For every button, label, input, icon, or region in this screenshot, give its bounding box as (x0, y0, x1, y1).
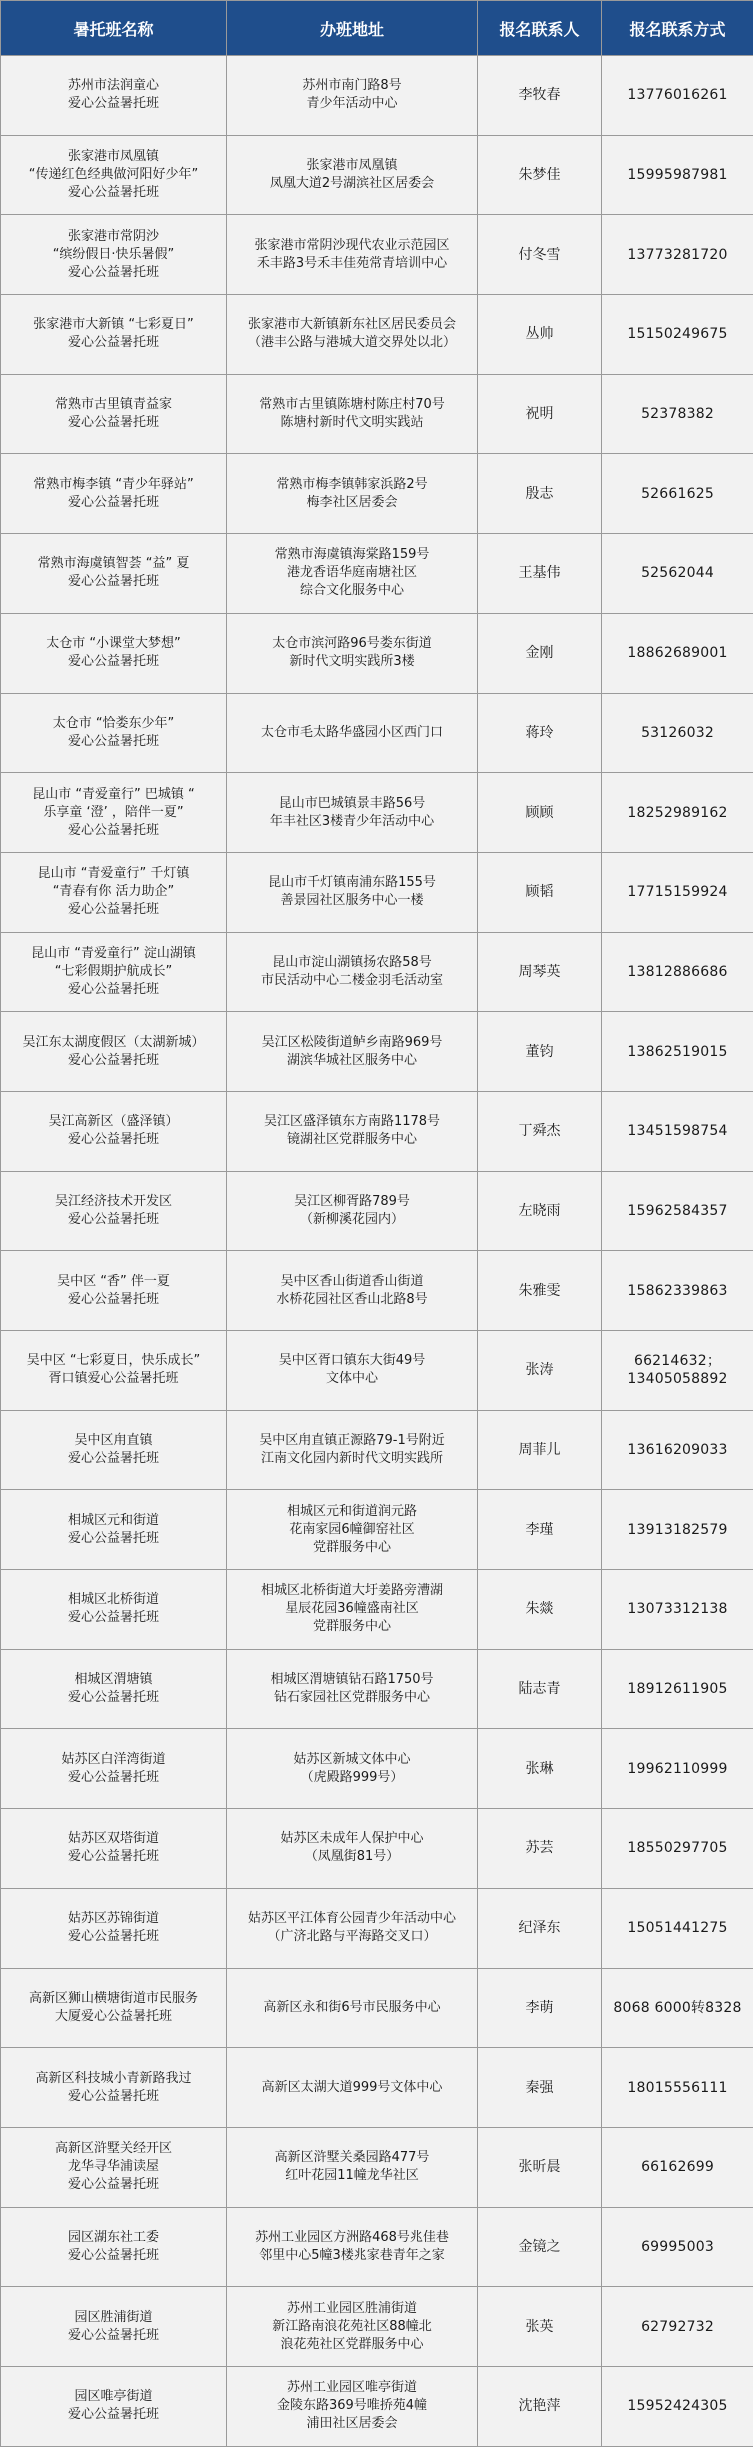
table-row (1, 2287, 753, 2367)
cell-contact: 张涛 (478, 1331, 602, 1411)
cell-phone: 19962110999 (602, 1729, 753, 1809)
cell-contact: 沈艳萍 (478, 2366, 602, 2446)
table-row (1, 1091, 753, 1171)
cell-camp-name: 高新区浒墅关经开区 龙华寻华浦读屋 爱心公益暑托班 (1, 2127, 227, 2207)
cell-address: 吴中区香山街道香山街道 水桥花园社区香山北路8号 (227, 1251, 478, 1331)
cell-phone: 52378382 (602, 374, 753, 454)
cell-address: 太仓市毛太路华盛园小区西门口 (227, 693, 478, 773)
cell-contact: 秦强 (478, 2048, 602, 2128)
cell-contact: 苏芸 (478, 1809, 602, 1889)
table-row (1, 295, 753, 375)
cell-contact: 王基伟 (478, 534, 602, 614)
cell-camp-name: 吴中区 “七彩夏日，快乐成长” 胥口镇爱心公益暑托班 (1, 1331, 227, 1411)
cell-phone: 52562044 (602, 534, 753, 614)
cell-address: 吴江区柳胥路789号 （新柳溪花园内） (227, 1171, 478, 1251)
cell-phone: 62792732 (602, 2287, 753, 2367)
cell-address: 吴中区甪直镇正源路79-1号附近 江南文化园内新时代文明实践所 (227, 1410, 478, 1490)
cell-address: 张家港市大新镇新东社区居民委员会 （港丰公路与港城大道交界处以北） (227, 295, 478, 375)
cell-contact: 张英 (478, 2287, 602, 2367)
cell-phone: 13812886686 (602, 932, 753, 1012)
cell-camp-name: 昆山市 “青爱童行” 巴城镇 “ 乐享童 ‘澄’ ，陪伴一夏” 爱心公益暑托班 (1, 773, 227, 853)
cell-camp-name: 吴江经济技术开发区 爱心公益暑托班 (1, 1171, 227, 1251)
table-row (1, 1809, 753, 1889)
cell-address: 张家港市常阴沙现代农业示范园区 禾丰路3号禾丰佳苑常青培训中心 (227, 215, 478, 295)
cell-camp-name: 张家港市大新镇 “七彩夏日” 爱心公益暑托班 (1, 295, 227, 375)
cell-contact: 张琳 (478, 1729, 602, 1809)
table-row (1, 1888, 753, 1968)
cell-phone: 15150249675 (602, 295, 753, 375)
table-row (1, 1729, 753, 1809)
table-row (1, 1490, 753, 1570)
cell-contact: 金镜之 (478, 2207, 602, 2287)
cell-phone: 13862519015 (602, 1012, 753, 1092)
header-name: 暑托班名称 (1, 1, 227, 56)
cell-contact: 纪泽东 (478, 1888, 602, 1968)
cell-phone: 18252989162 (602, 773, 753, 853)
cell-phone: 8068 6000转8328 (602, 1968, 753, 2048)
cell-phone: 18912611905 (602, 1649, 753, 1729)
cell-address: 高新区太湖大道999号文体中心 (227, 2048, 478, 2128)
cell-camp-name: 高新区狮山横塘街道市民服务 大厦爱心公益暑托班 (1, 1968, 227, 2048)
cell-camp-name: 常熟市梅李镇 “青少年驿站” 爱心公益暑托班 (1, 454, 227, 534)
cell-camp-name: 太仓市 “恰娄东少年” 爱心公益暑托班 (1, 693, 227, 773)
cell-contact: 蒋玲 (478, 693, 602, 773)
cell-phone: 18015556111 (602, 2048, 753, 2128)
cell-phone: 15862339863 (602, 1251, 753, 1331)
cell-address: 相城区北桥街道大圩姜路旁漕湖 星辰花园36幢盛南社区 党群服务中心 (227, 1570, 478, 1650)
cell-address: 姑苏区未成年人保护中心 （凤凰街81号） (227, 1809, 478, 1889)
cell-contact: 周琴英 (478, 932, 602, 1012)
cell-address: 昆山市巴城镇景丰路56号 年丰社区3楼青少年活动中心 (227, 773, 478, 853)
cell-phone: 66214632； 13405058892 (602, 1331, 753, 1411)
header-row (1, 1, 753, 56)
table-row (1, 1331, 753, 1411)
table-row (1, 1649, 753, 1729)
cell-camp-name: 相城区北桥街道 爱心公益暑托班 (1, 1570, 227, 1650)
table-row (1, 374, 753, 454)
cell-camp-name: 相城区渭塘镇 爱心公益暑托班 (1, 1649, 227, 1729)
cell-address: 张家港市凤凰镇 凤凰大道2号湖滨社区居委会 (227, 135, 478, 215)
cell-address: 苏州工业园区唯亭街道 金陵东路369号唯挢苑4幢 浦田社区居委会 (227, 2366, 478, 2446)
cell-phone: 13451598754 (602, 1091, 753, 1171)
cell-phone: 15995987981 (602, 135, 753, 215)
cell-address: 昆山市淀山湖镇扬农路58号 市民活动中心二楼金羽毛活动室 (227, 932, 478, 1012)
cell-camp-name: 太仓市 “小课堂大梦想” 爱心公益暑托班 (1, 613, 227, 693)
cell-camp-name: 张家港市常阴沙 “缤纷假日·快乐暑假” 爱心公益暑托班 (1, 215, 227, 295)
table-row (1, 1570, 753, 1650)
table-row (1, 2048, 753, 2128)
cell-camp-name: 园区湖东社工委 爱心公益暑托班 (1, 2207, 227, 2287)
cell-phone: 17715159924 (602, 852, 753, 932)
table-row (1, 454, 753, 534)
table-row (1, 1968, 753, 2048)
table-row (1, 215, 753, 295)
cell-address: 常熟市古里镇陈塘村陈庄村70号 陈塘村新时代文明实践站 (227, 374, 478, 454)
cell-camp-name: 姑苏区双塔街道 爱心公益暑托班 (1, 1809, 227, 1889)
cell-address: 苏州市南门路8号 青少年活动中心 (227, 56, 478, 136)
header-address: 办班地址 (227, 1, 478, 56)
cell-camp-name: 吴江高新区（盛泽镇） 爱心公益暑托班 (1, 1091, 227, 1171)
table-row (1, 932, 753, 1012)
cell-phone: 52661625 (602, 454, 753, 534)
cell-contact: 张昕晨 (478, 2127, 602, 2207)
cell-address: 相城区元和街道润元路 花南家园6幢御窑社区 党群服务中心 (227, 1490, 478, 1570)
cell-camp-name: 相城区元和街道 爱心公益暑托班 (1, 1490, 227, 1570)
cell-address: 高新区浒墅关桑园路477号 红叶花园11幢龙华社区 (227, 2127, 478, 2207)
cell-phone: 13776016261 (602, 56, 753, 136)
cell-contact: 顾韬 (478, 852, 602, 932)
table-row (1, 2366, 753, 2446)
cell-contact: 左晓雨 (478, 1171, 602, 1251)
cell-contact: 顾顾 (478, 773, 602, 853)
cell-contact: 李牧春 (478, 56, 602, 136)
cell-phone: 15952424305 (602, 2366, 753, 2446)
cell-phone: 18862689001 (602, 613, 753, 693)
cell-contact: 陆志青 (478, 1649, 602, 1729)
cell-contact: 董钧 (478, 1012, 602, 1092)
cell-camp-name: 昆山市 “青爱童行” 淀山湖镇 “七彩假期护航成长” 爱心公益暑托班 (1, 932, 227, 1012)
cell-address: 常熟市梅李镇韩家浜路2号 梅李社区居委会 (227, 454, 478, 534)
cell-address: 姑苏区新城文体中心 （虎殿路999号） (227, 1729, 478, 1809)
cell-address: 太仓市滨河路96号娄东街道 新时代文明实践所3楼 (227, 613, 478, 693)
cell-camp-name: 吴江东太湖度假区（太湖新城） 爱心公益暑托班 (1, 1012, 227, 1092)
cell-phone: 13616209033 (602, 1410, 753, 1490)
cell-address: 吴江区松陵街道鲈乡南路969号 湖滨华城社区服务中心 (227, 1012, 478, 1092)
cell-contact: 朱雅雯 (478, 1251, 602, 1331)
cell-phone: 15051441275 (602, 1888, 753, 1968)
cell-phone: 13773281720 (602, 215, 753, 295)
table-row (1, 56, 753, 136)
cell-contact: 丁舜杰 (478, 1091, 602, 1171)
cell-camp-name: 张家港市凤凰镇 “传递红色经典做河阳好少年” 爱心公益暑托班 (1, 135, 227, 215)
cell-contact: 周菲儿 (478, 1410, 602, 1490)
cell-contact: 付冬雪 (478, 215, 602, 295)
cell-camp-name: 常熟市古里镇青益家 爱心公益暑托班 (1, 374, 227, 454)
cell-phone: 66162699 (602, 2127, 753, 2207)
cell-phone: 69995003 (602, 2207, 753, 2287)
header-phone: 报名联系方式 (602, 1, 753, 56)
cell-camp-name: 吴中区 “香” 伴一夏 爱心公益暑托班 (1, 1251, 227, 1331)
cell-contact: 李萌 (478, 1968, 602, 2048)
cell-contact: 李瑾 (478, 1490, 602, 1570)
table-row (1, 852, 753, 932)
cell-address: 相城区渭塘镇钻石路1750号 钻石家园社区党群服务中心 (227, 1649, 478, 1729)
cell-address: 苏州工业园区方洲路468号兆佳巷 邻里中心5幢3楼兆家巷青年之家 (227, 2207, 478, 2287)
table-row (1, 1171, 753, 1251)
cell-phone: 13913182579 (602, 1490, 753, 1570)
table-row (1, 2207, 753, 2287)
cell-contact: 朱燚 (478, 1570, 602, 1650)
cell-phone: 53126032 (602, 693, 753, 773)
table-row (1, 2127, 753, 2207)
cell-phone: 15962584357 (602, 1171, 753, 1251)
cell-address: 苏州工业园区胜浦街道 新江路南浪花苑社区88幢北 浪花苑社区党群服务中心 (227, 2287, 478, 2367)
cell-camp-name: 昆山市 “青爱童行” 千灯镇 “青春有你 活力助企” 爱心公益暑托班 (1, 852, 227, 932)
cell-address: 吴江区盛泽镇东方南路1178号 镜湖社区党群服务中心 (227, 1091, 478, 1171)
cell-phone: 13073312138 (602, 1570, 753, 1650)
cell-phone: 18550297705 (602, 1809, 753, 1889)
cell-address: 昆山市千灯镇南浦东路155号 善景园社区服务中心一楼 (227, 852, 478, 932)
header-contact: 报名联系人 (478, 1, 602, 56)
table-row (1, 1012, 753, 1092)
cell-camp-name: 高新区科技城小青新路我过 爱心公益暑托班 (1, 2048, 227, 2128)
table-row (1, 534, 753, 614)
cell-address: 姑苏区平江体育公园青少年活动中心 （广济北路与平海路交叉口） (227, 1888, 478, 1968)
table-row (1, 1410, 753, 1490)
cell-contact: 朱梦佳 (478, 135, 602, 215)
cell-camp-name: 姑苏区苏锦街道 爱心公益暑托班 (1, 1888, 227, 1968)
cell-camp-name: 吴中区甪直镇 爱心公益暑托班 (1, 1410, 227, 1490)
table-row (1, 773, 753, 853)
table-row (1, 1251, 753, 1331)
table-row (1, 693, 753, 773)
cell-address: 高新区永和街6号市民服务中心 (227, 1968, 478, 2048)
cell-address: 吴中区胥口镇东大街49号 文体中心 (227, 1331, 478, 1411)
table-row (1, 613, 753, 693)
table-row (1, 135, 753, 215)
cell-contact: 金刚 (478, 613, 602, 693)
cell-camp-name: 园区唯亭街道 爱心公益暑托班 (1, 2366, 227, 2446)
cell-contact: 丛帅 (478, 295, 602, 375)
cell-camp-name: 园区胜浦街道 爱心公益暑托班 (1, 2287, 227, 2367)
cell-camp-name: 常熟市海虞镇智荟 “益” 夏 爱心公益暑托班 (1, 534, 227, 614)
cell-camp-name: 姑苏区白洋湾街道 爱心公益暑托班 (1, 1729, 227, 1809)
cell-address: 常熟市海虞镇海棠路159号 港龙香语华庭南塘社区 综合文化服务中心 (227, 534, 478, 614)
cell-camp-name: 苏州市法润童心 爱心公益暑托班 (1, 56, 227, 136)
table-body (1, 56, 753, 2447)
cell-contact: 殷志 (478, 454, 602, 534)
cell-contact: 祝明 (478, 374, 602, 454)
